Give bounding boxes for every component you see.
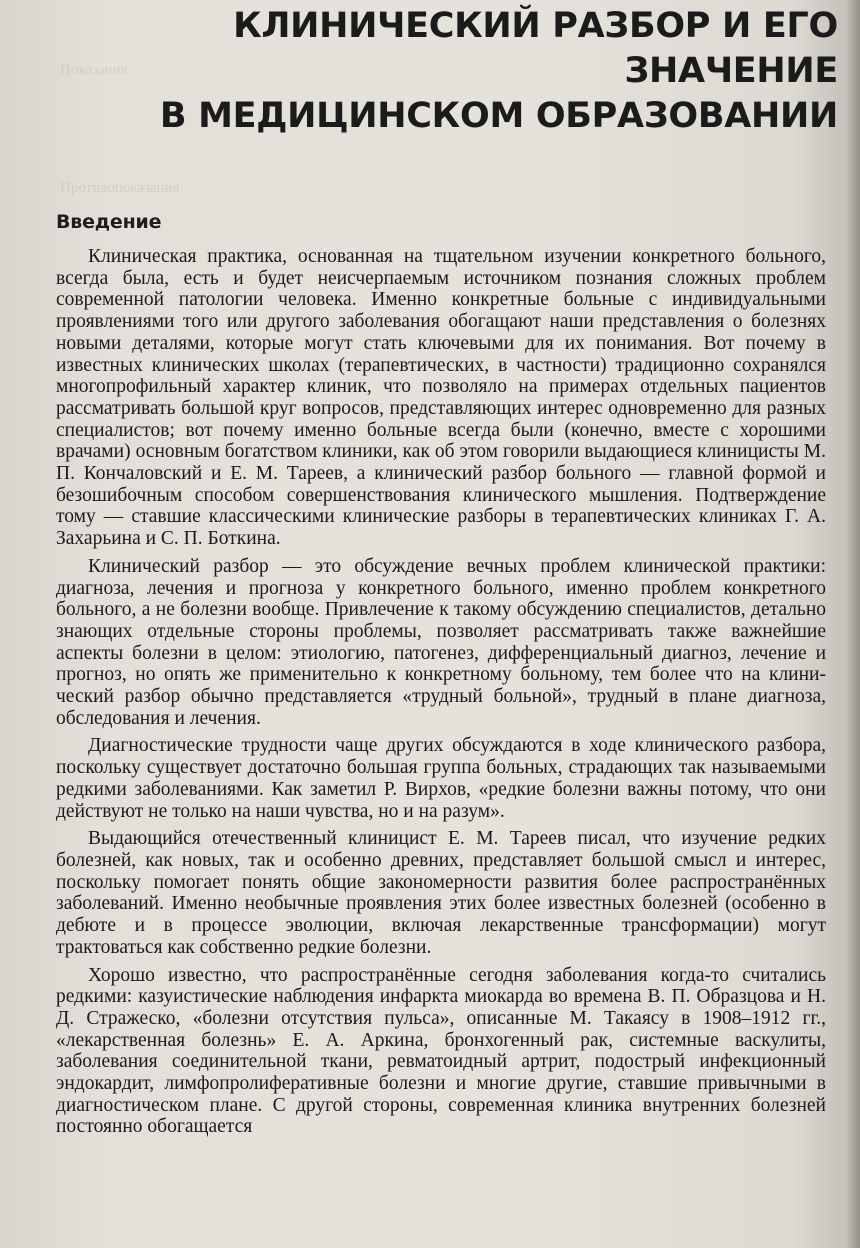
paragraph-4: Выдающийся отечественный клиницист Е. М. Тареев писал, что изучение редких болезней, как новых, так и особенно древних, представляет большой смысл и интерес, поскольку помогает понять общие закономерности развития более распространённых заболеваний. Именно необычные проявления этих более известных болезней (особенно в дебюте и в процессе эволюции, включая лекарственные трансформации) могут трактоваться как собственно редкие болезни. — [56, 828, 826, 958]
chapter-title-line-2: В МЕДИЦИНСКОМ ОБРАЗОВАНИИ — [159, 96, 838, 136]
chapter-title — [38, 4, 838, 139]
bleed-through-text: Противопоказания — [60, 180, 180, 196]
paragraph-5: Хорошо известно, что распространённые сегодня заболевания когда-то считались редкими: казуистические наблюдения инфаркта миокарда во времена В. П. Образцова и Н. Д. Стражеско, «болезни отсутствия пульса», описанные М. Такаясу в 1908–1912 гг., «лекарственная болезнь» Е. А. Аркина, бронхогенный рак, системные васкулиты, заболевания соединительной ткани, ревматоидный артрит, подострый инфекционный эндокардит, лимфопролиферативные болезни и многие другие, ставшие привычными в диагностическом плане. С другой стороны, современная клиника внутренних болезней постоянно обогащается — [56, 964, 826, 1138]
bleed-through-text: Показания — [60, 62, 128, 78]
paragraph-3: Диагностические трудности чаще других обсуждаются в ходе клинического разбора, поскольку существует достаточно большая группа больных, страдающих так называемыми редкими заболеваниями. Как заметил Р. Вирхов, «редкие болезни важны потому, что они действуют не только на наши чувства, но и на разум». — [56, 735, 826, 822]
chapter-title-line-1: КЛИНИЧЕСКИЙ РАЗБОР И ЕГО ЗНАЧЕНИЕ — [233, 6, 838, 91]
body-text — [56, 246, 826, 1144]
section-heading: Введение — [56, 211, 162, 233]
paragraph-2: Клинический разбор — это обсуждение вечных проблем клинической практики: диагноза, лечения и прогноза у конкретного больного, именно проблем конкретного больного, а не болезни вообще. Привлечение к такому обсуждению специалистов, детально знающих отдельные стороны проблемы, позволяет рассматривать также важнейшие аспекты болезни в целом: этиологию, патогенез, дифференциальный диагноз, лечение и прогноз, но опять же применительно к конкретному больному, тем более что на клинический разбор обычно представляется «трудный больной», трудный в плане диагноза, обследования и лечения. — [56, 555, 826, 729]
paragraph-1: Клиническая практика, основанная на тщательном изучении конкретного больного, всегда была, есть и будет неисчерпаемым источником познания сложных проблем современной патологии человека. Именно конкретные больные с индивидуальными проявлениями того или другого заболевания обогащают наши представления о болезнях новыми деталями, которые могут стать ключевыми для их понимания. Вот почему в известных клинических школах (терапевтических, в частности) традиционно сохранялся многопрофильный характер клиник, что позволяло на примерах отдельных пациентов рассматривать большой круг вопросов, представляющих интерес одновременно для разных специалистов; вот почему именно больные всегда были (конечно, вместе с хорошими врачами) основным богатством клиники, как об этом говорили выдающиеся клиницисты М. П. Кончаловский и Е. М. Тареев, а клинический разбор больного — главной формой и безошибочным способом совершенствования клинического мышления. Подтверждение тому — ставшие классическими клинические разборы в терапевтических клиниках Г. А. Захарьина и С. П. Боткина. — [56, 246, 826, 550]
book-spine-shadow — [846, 0, 860, 1248]
